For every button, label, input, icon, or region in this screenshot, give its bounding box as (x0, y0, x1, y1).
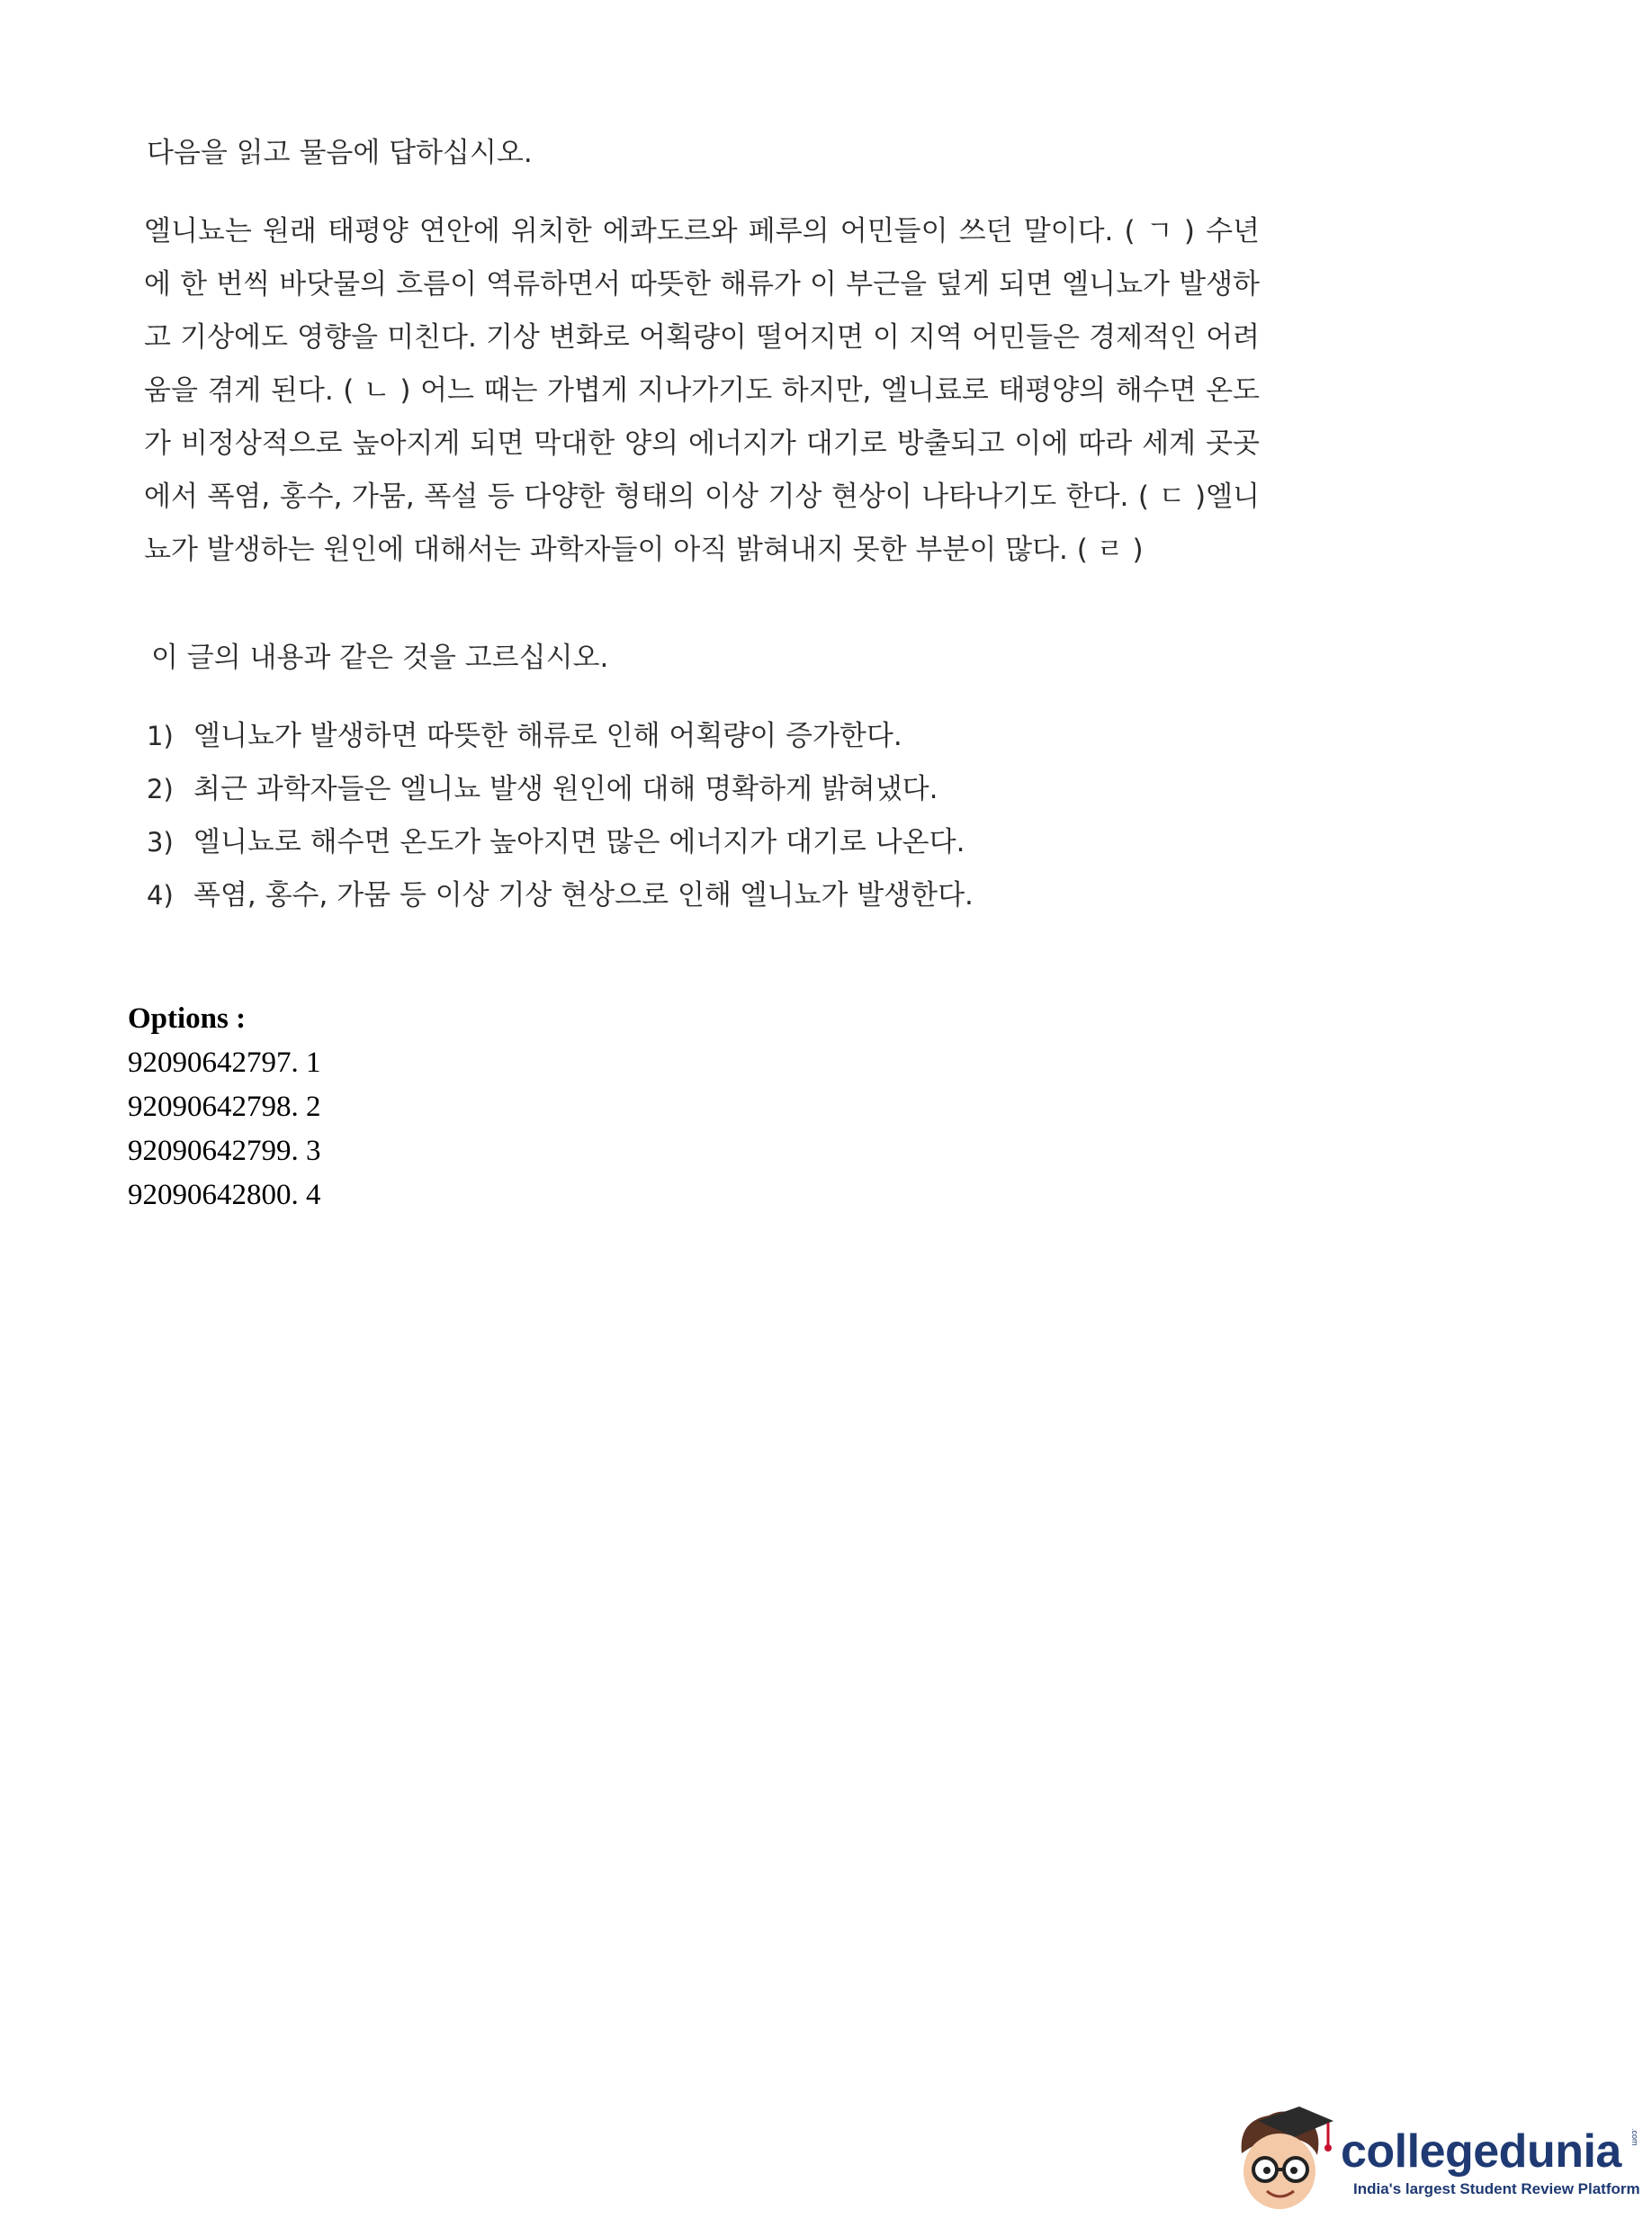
choice-text: 엘니뇨로 해수면 온도가 높아지면 많은 에너지가 대기로 나온다. (193, 826, 965, 858)
question-block (144, 135, 1260, 922)
choice-item (147, 710, 1260, 763)
choice-item (147, 763, 1260, 816)
option-item: 92090642797. 1 (128, 1047, 321, 1079)
collegedunia-logo (1222, 2101, 1645, 2218)
reading-passage: 엘니뇨는 원래 태평양 연안에 위치한 에콰도르와 페루의 어민들이 쓰던 말이다. ( ㄱ ) 수년에 한 번씩 바닷물의 흐름이 역류하면서 따뜻한 해류가 이 부근을 덮게 되면 엘니뇨가 발생하고 기상에도 영향을 미친다. 기상 변화로 어획량이 떨어지면 이 지역 어민들은 경제적인 어려움을 겪게 된다. ( ㄴ ) 어느 때는 가볍게 지나가기도 하지만, 엘니료로 태평양의 해수면 온도가 비정상적으로 높아지게 되면 막대한 양의 에너지가 대기로 방출되고 이에 따라 세계 곳곳에서 폭염, 홍수, 가뭄, 폭설 등 다양한 형태의 이상 기상 현상이 나타나기도 한다. ( ㄷ )엘니뇨가 발생하는 원인에 대해서는 과학자들이 아직 밝혀내지 못한 부분이 많다. ( ㄹ ) (144, 215, 1260, 566)
question-instruction: 다음을 읽고 물음에 답하십시오. (147, 137, 533, 169)
option-item: 92090642799. 3 (128, 1135, 321, 1167)
logo-wordmark: collegedunia (1341, 2125, 1621, 2178)
options-block (128, 997, 321, 1217)
choice-number: 2) (147, 774, 174, 804)
choice-item (147, 869, 1260, 922)
choice-item (147, 816, 1260, 869)
option-item: 92090642798. 2 (128, 1091, 321, 1123)
choice-text: 최근 과학자들은 엘니뇨 발생 원인에 대해 명확하게 밝혀냈다. (193, 773, 938, 805)
choice-text: 폭염, 홍수, 가뭄 등 이상 기상 현상으로 인해 엘니뇨가 발생한다. (193, 879, 974, 912)
question-prompt: 이 글의 내용과 같은 것을 고르십시오. (151, 642, 609, 674)
student-mascot-icon (1222, 2101, 1339, 2218)
choice-number: 1) (147, 721, 174, 751)
logo-dotcom: .com (1630, 2128, 1639, 2146)
options-title: Options : (128, 1002, 247, 1035)
choice-list (144, 710, 1260, 922)
choice-number: 3) (147, 827, 174, 858)
logo-tagline: India's largest Student Review Platform (1353, 2180, 1640, 2197)
choice-text: 엘니뇨가 발생하면 따뜻한 해류로 인해 어획량이 증가한다. (193, 720, 902, 752)
option-item: 92090642800. 4 (128, 1179, 321, 1211)
choice-number: 4) (147, 880, 174, 911)
